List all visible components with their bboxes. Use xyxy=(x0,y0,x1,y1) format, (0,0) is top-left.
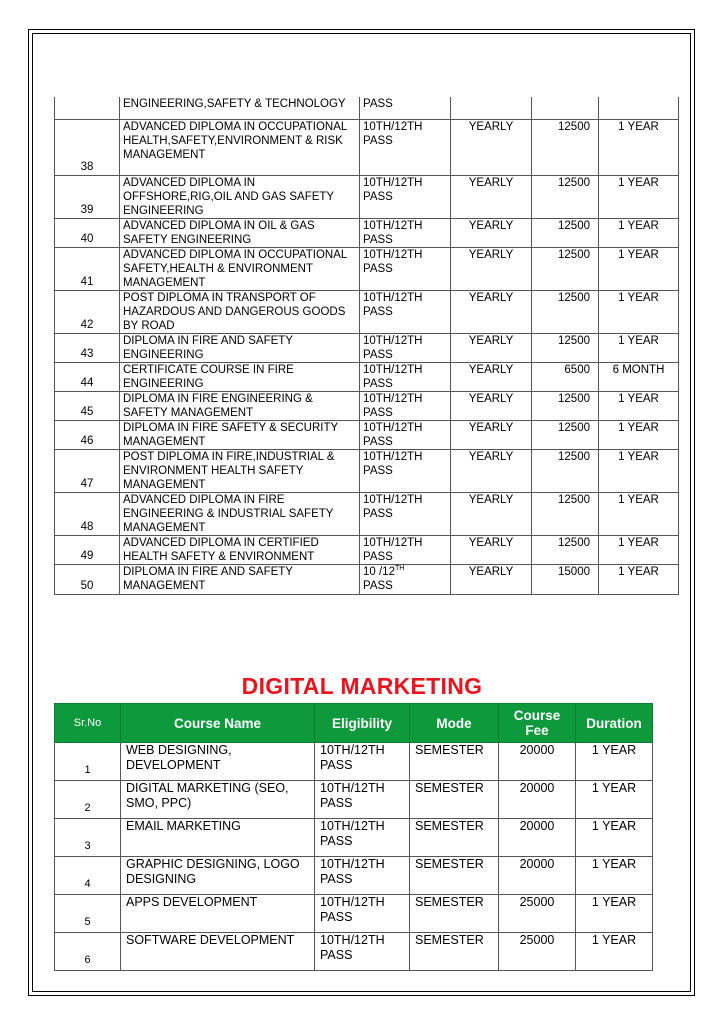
sr-cell: 1 xyxy=(55,743,121,781)
duration-cell: 1 YEAR xyxy=(576,781,653,819)
table-row xyxy=(55,492,679,535)
table-row xyxy=(55,857,653,895)
mode-cell: SEMESTER xyxy=(410,819,499,857)
duration-cell: 1 YEAR xyxy=(599,119,679,175)
duration-cell: 1 YEAR xyxy=(576,857,653,895)
duration-cell: 1 YEAR xyxy=(599,535,679,564)
table-row xyxy=(55,781,653,819)
eligibility-cell: 10TH/12TH PASS xyxy=(315,781,410,819)
eligibility-cell: 10TH/12TH PASS xyxy=(315,933,410,971)
course-name-cell: ADVANCED DIPLOMA IN OCCUPATIONAL SAFETY,HEALTH & ENVIRONMENT MANAGEMENT xyxy=(120,247,360,290)
duration-cell: 1 YEAR xyxy=(599,218,679,247)
duration-cell: 1 YEAR xyxy=(599,420,679,449)
eligibility-text: 10 /12 xyxy=(363,565,395,578)
duration-cell xyxy=(599,97,679,119)
mode-cell: YEARLY xyxy=(451,564,532,594)
duration-cell: 1 YEAR xyxy=(599,492,679,535)
table-row xyxy=(55,743,653,781)
sr-cell: 41 xyxy=(55,247,120,290)
eligibility-cell: 10TH/12TH PASS xyxy=(315,857,410,895)
fire-safety-course-table xyxy=(54,97,679,595)
sr-cell: 49 xyxy=(55,535,120,564)
course-name-cell: POST DIPLOMA IN TRANSPORT OF HAZARDOUS AND DANGEROUS GOODS BY ROAD xyxy=(120,290,360,333)
table-row xyxy=(55,564,679,594)
sr-cell: 38 xyxy=(55,119,120,175)
sr-cell: 47 xyxy=(55,449,120,492)
sr-cell: 4 xyxy=(55,857,121,895)
fee-cell: 12500 xyxy=(532,119,599,175)
header-course-fee: Course Fee xyxy=(499,704,576,743)
duration-cell: 1 YEAR xyxy=(599,333,679,362)
table-row xyxy=(55,420,679,449)
table-row xyxy=(55,290,679,333)
eligibility-pass: PASS xyxy=(363,579,393,592)
duration-cell: 1 YEAR xyxy=(576,743,653,781)
table-row xyxy=(55,535,679,564)
mode-cell xyxy=(451,97,532,119)
sr-cell: 46 xyxy=(55,420,120,449)
course-name-cell: ADVANCED DIPLOMA IN FIRE ENGINEERING & INDUSTRIAL SAFETY MANAGEMENT xyxy=(120,492,360,535)
mode-cell: YEARLY xyxy=(451,535,532,564)
eligibility-cell: 10TH/12TH PASS xyxy=(315,819,410,857)
mode-cell: YEARLY xyxy=(451,420,532,449)
duration-cell: 6 MONTH xyxy=(599,362,679,391)
table-row xyxy=(55,362,679,391)
duration-cell: 1 YEAR xyxy=(599,564,679,594)
course-name-cell: ADVANCED DIPLOMA IN CERTIFIED HEALTH SAFETY & ENVIRONMENT xyxy=(120,535,360,564)
course-name-cell: DIPLOMA IN FIRE AND SAFETY MANAGEMENT xyxy=(120,564,360,594)
mode-cell: YEARLY xyxy=(451,290,532,333)
digital-marketing-title: DIGITAL MARKETING xyxy=(241,673,483,699)
sr-cell: 45 xyxy=(55,391,120,420)
eligibility-cell: 10TH/12TH PASS xyxy=(360,175,451,218)
mode-cell: YEARLY xyxy=(451,333,532,362)
course-name-cell: APPS DEVELOPMENT xyxy=(121,895,315,933)
fee-cell: 6500 xyxy=(532,362,599,391)
table-row xyxy=(55,218,679,247)
eligibility-cell xyxy=(360,564,451,594)
sr-cell: 3 xyxy=(55,819,121,857)
course-name-cell: SOFTWARE DEVELOPMENT xyxy=(121,933,315,971)
eligibility-cell: 10TH/12TH PASS xyxy=(360,362,451,391)
duration-cell: 1 YEAR xyxy=(576,933,653,971)
sr-cell: 2 xyxy=(55,781,121,819)
sr-cell: 39 xyxy=(55,175,120,218)
mode-cell: YEARLY xyxy=(451,247,532,290)
sr-cell: 42 xyxy=(55,290,120,333)
fee-cell: 25000 xyxy=(499,895,576,933)
duration-cell: 1 YEAR xyxy=(599,391,679,420)
header-mode: Mode xyxy=(410,704,499,743)
table-row xyxy=(55,933,653,971)
fee-cell: 25000 xyxy=(499,933,576,971)
table-header-row xyxy=(55,704,653,743)
table-row xyxy=(55,333,679,362)
table-row xyxy=(55,175,679,218)
table-row xyxy=(55,819,653,857)
digital-marketing-course-table xyxy=(54,703,653,971)
eligibility-cell: 10TH/12TH PASS xyxy=(360,218,451,247)
fee-cell: 20000 xyxy=(499,819,576,857)
duration-cell: 1 YEAR xyxy=(599,175,679,218)
duration-cell: 1 YEAR xyxy=(599,290,679,333)
fee-cell: 12500 xyxy=(532,290,599,333)
fee-cell: 12500 xyxy=(532,420,599,449)
course-name-cell: DIGITAL MARKETING (SEO, SMO, PPC) xyxy=(121,781,315,819)
course-name-cell: DIPLOMA IN FIRE ENGINEERING & SAFETY MANAGEMENT xyxy=(120,391,360,420)
eligibility-cell: 10TH/12TH PASS xyxy=(360,333,451,362)
sr-cell: 6 xyxy=(55,933,121,971)
eligibility-cell: 10TH/12TH PASS xyxy=(360,391,451,420)
course-name-cell: ADVANCED DIPLOMA IN OFFSHORE,RIG,OIL AND GAS SAFETY ENGINEERING xyxy=(120,175,360,218)
header-sr-no: Sr.No xyxy=(55,704,121,743)
eligibility-cell: 10TH/12TH PASS xyxy=(360,247,451,290)
mode-cell: SEMESTER xyxy=(410,857,499,895)
eligibility-cell: 10TH/12TH PASS xyxy=(360,420,451,449)
fee-cell: 12500 xyxy=(532,391,599,420)
table-row xyxy=(55,247,679,290)
fee-cell: 12500 xyxy=(532,535,599,564)
eligibility-cell: 10TH/12TH PASS xyxy=(360,492,451,535)
fee-cell xyxy=(532,97,599,119)
table-row xyxy=(55,391,679,420)
course-name-cell: DIPLOMA IN FIRE SAFETY & SECURITY MANAGEMENT xyxy=(120,420,360,449)
sr-cell: 5 xyxy=(55,895,121,933)
superscript-th: TH xyxy=(394,564,405,572)
eligibility-cell: 10TH/12TH PASS xyxy=(315,743,410,781)
course-name-cell: CERTIFICATE COURSE IN FIRE ENGINEERING xyxy=(120,362,360,391)
sr-cell: 43 xyxy=(55,333,120,362)
course-name-cell: GRAPHIC DESIGNING, LOGO DESIGNING xyxy=(121,857,315,895)
fee-cell: 20000 xyxy=(499,743,576,781)
fee-cell: 15000 xyxy=(532,564,599,594)
course-name-cell: ADVANCED DIPLOMA IN OCCUPATIONAL HEALTH,SAFETY,ENVIRONMENT & RISK MANAGEMENT xyxy=(120,119,360,175)
mode-cell: SEMESTER xyxy=(410,933,499,971)
course-name-cell: EMAIL MARKETING xyxy=(121,819,315,857)
duration-cell: 1 YEAR xyxy=(599,247,679,290)
fee-cell: 20000 xyxy=(499,857,576,895)
table-row xyxy=(55,97,679,119)
course-name-cell: WEB DESIGNING, DEVELOPMENT xyxy=(121,743,315,781)
duration-cell: 1 YEAR xyxy=(576,819,653,857)
fee-cell: 12500 xyxy=(532,218,599,247)
mode-cell: YEARLY xyxy=(451,449,532,492)
sr-cell: 40 xyxy=(55,218,120,247)
course-name-cell: ADVANCED DIPLOMA IN OIL & GAS SAFETY ENGINEERING xyxy=(120,218,360,247)
fee-cell: 12500 xyxy=(532,492,599,535)
mode-cell: YEARLY xyxy=(451,218,532,247)
header-course-name: Course Name xyxy=(121,704,315,743)
eligibility-cell: 10TH/12TH PASS xyxy=(360,290,451,333)
table-row xyxy=(55,895,653,933)
mode-cell: SEMESTER xyxy=(410,895,499,933)
eligibility-cell: PASS xyxy=(360,97,451,119)
course-name-cell: ENGINEERING,SAFETY & TECHNOLOGY xyxy=(120,97,360,119)
mode-cell: YEARLY xyxy=(451,362,532,391)
mode-cell: YEARLY xyxy=(451,175,532,218)
eligibility-cell: 10TH/12TH PASS xyxy=(315,895,410,933)
fee-cell: 12500 xyxy=(532,247,599,290)
header-duration: Duration xyxy=(576,704,653,743)
fee-cell: 12500 xyxy=(532,333,599,362)
duration-cell: 1 YEAR xyxy=(599,449,679,492)
header-eligibility: Eligibility xyxy=(315,704,410,743)
course-name-cell: POST DIPLOMA IN FIRE,INDUSTRIAL & ENVIRONMENT HEALTH SAFETY MANAGEMENT xyxy=(120,449,360,492)
fee-cell: 20000 xyxy=(499,781,576,819)
table-row xyxy=(55,119,679,175)
sr-cell xyxy=(55,97,120,119)
sr-cell: 48 xyxy=(55,492,120,535)
mode-cell: YEARLY xyxy=(451,391,532,420)
fee-cell: 12500 xyxy=(532,175,599,218)
eligibility-cell: 10TH/12TH PASS xyxy=(360,119,451,175)
table-row xyxy=(55,449,679,492)
mode-cell: SEMESTER xyxy=(410,781,499,819)
mode-cell: YEARLY xyxy=(451,492,532,535)
mode-cell: YEARLY xyxy=(451,119,532,175)
duration-cell: 1 YEAR xyxy=(576,895,653,933)
sr-cell: 44 xyxy=(55,362,120,391)
fee-cell: 12500 xyxy=(532,449,599,492)
sr-cell: 50 xyxy=(55,564,120,594)
course-name-cell: DIPLOMA IN FIRE AND SAFETY ENGINEERING xyxy=(120,333,360,362)
mode-cell: SEMESTER xyxy=(410,743,499,781)
eligibility-cell: 10TH/12TH PASS xyxy=(360,535,451,564)
eligibility-cell: 10TH/12TH PASS xyxy=(360,449,451,492)
